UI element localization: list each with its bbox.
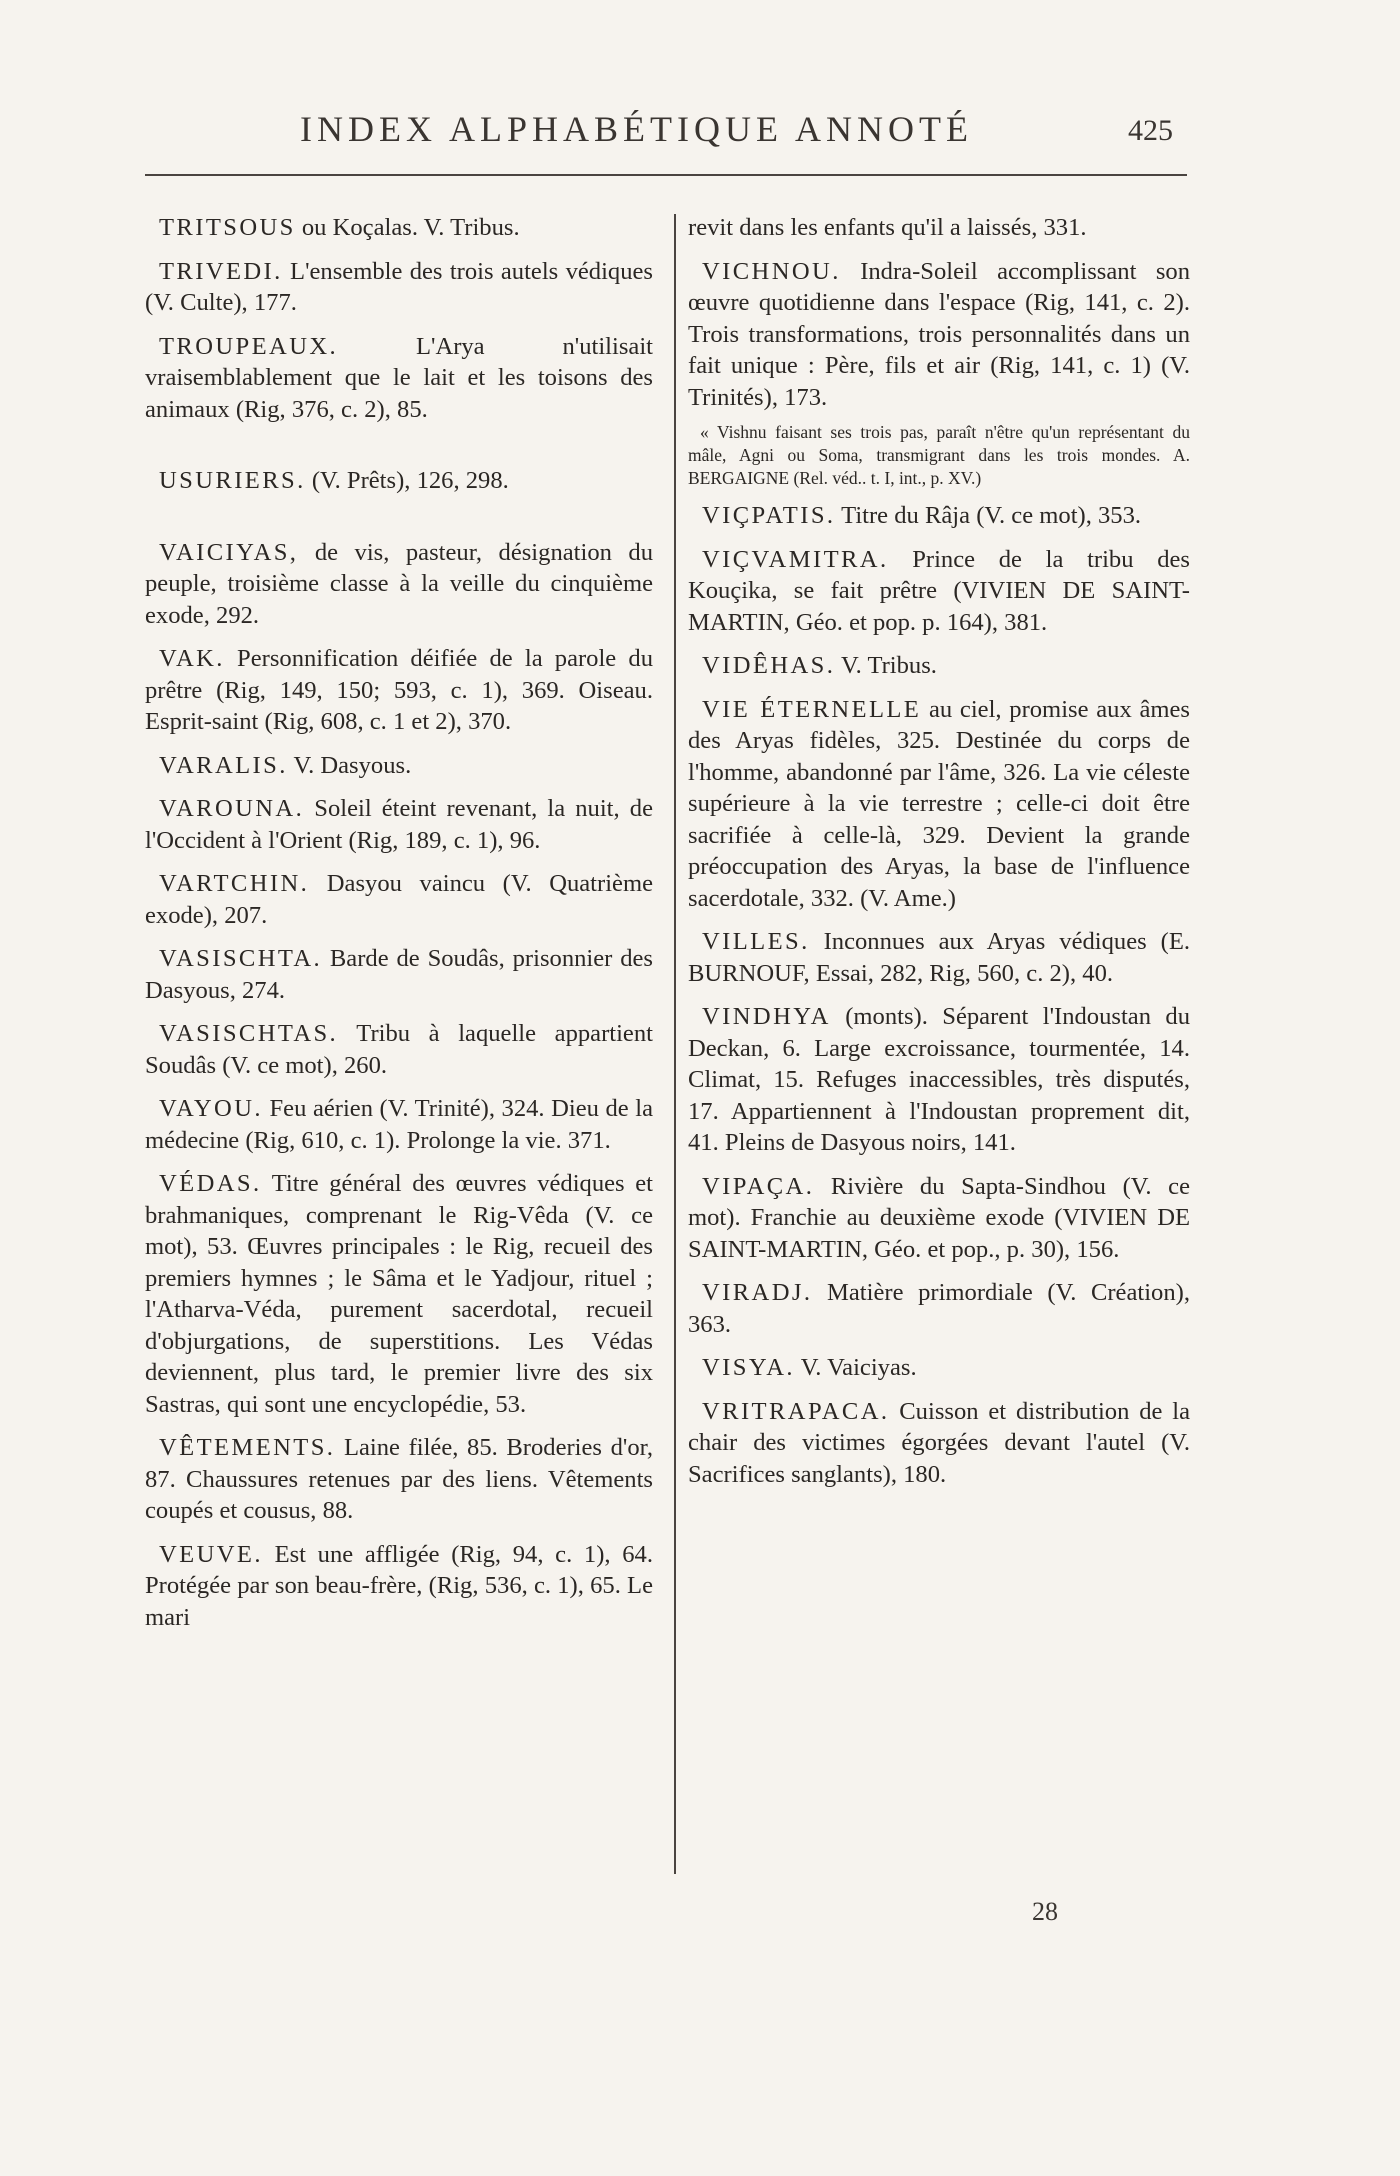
entry-headword: VRITRAPACA. bbox=[702, 1397, 890, 1425]
index-entry bbox=[145, 793, 653, 856]
index-entry bbox=[688, 694, 1190, 915]
index-entry bbox=[688, 1352, 1190, 1384]
entry-text: Matière primordiale (V. Création), 363. bbox=[688, 1279, 1190, 1338]
entry-headword: VILLES. bbox=[702, 928, 810, 955]
page-number: 425 bbox=[1128, 114, 1173, 147]
entry-text: de vis, pasteur, désignation du peuple, troisième classe à la veille du cinquième exode, 292. bbox=[145, 538, 653, 629]
entry-headword: VAICIYAS, bbox=[159, 538, 299, 566]
entry-headword: VARTCHIN. bbox=[159, 870, 310, 897]
entry-headword: VÉDAS. bbox=[159, 1170, 262, 1197]
entry-headword: VIDÊHAS. bbox=[702, 652, 836, 679]
entry-text: Indra-Soleil accomplissant son œuvre quotidienne dans l'espace (Rig, 141, c. 2). Trois transformations, trois personnalités dans un fait unique : Père, fils et air (Rig, 141, c. 1) (V. Trinités), 173. bbox=[688, 257, 1190, 411]
index-entry bbox=[688, 1396, 1190, 1491]
header-rule bbox=[145, 174, 1187, 176]
index-entry bbox=[145, 750, 653, 782]
entry-headword: VAK. bbox=[159, 645, 225, 672]
entry-headword: VIÇPATIS. bbox=[702, 502, 836, 529]
index-entry bbox=[145, 1093, 653, 1156]
index-entry bbox=[688, 1171, 1190, 1266]
entry-headword: VINDHYA bbox=[702, 1003, 831, 1030]
signature-mark: 28 bbox=[1032, 1897, 1058, 1926]
entry-headword: VÊTEMENTS. bbox=[159, 1434, 336, 1461]
entry-text: V. Tribus. bbox=[841, 652, 937, 679]
index-entry bbox=[145, 465, 653, 497]
index-entry bbox=[145, 331, 653, 426]
index-entry bbox=[688, 544, 1190, 639]
column-divider bbox=[674, 214, 676, 1874]
entry-headword: TRITSOUS bbox=[159, 214, 296, 241]
entry-headword: VASISCHTA. bbox=[159, 945, 323, 972]
entry-headword: VICHNOU. bbox=[702, 257, 841, 285]
entry-text: revit dans les enfants qu'il a laissés, 331. bbox=[688, 214, 1087, 241]
entry-text: Titre général des œuvres védiques et brahmaniques, comprenant le Rig-Vêda (V. ce mot), 53. Œuvres principales : le Rig, recueil des premiers hymnes ; le Sâma et le Yadjour, rituel ; l'Atharva-Véda, purement sacerdotal, recueil d'objurgations, de superstitions. Les Védas deviennent, plus tard, le premier livre des six Sastras, qui sont une encyclopédie, 53. bbox=[145, 1170, 653, 1418]
index-entry bbox=[145, 256, 653, 319]
entry-text: Cuisson et distribution de la chair des victimes égorgées devant l'autel (V. Sacrifices sanglants), 180. bbox=[688, 1397, 1191, 1488]
entry-headword: VAYOU. bbox=[159, 1095, 263, 1122]
entry-headword: VAROUNA. bbox=[159, 795, 305, 822]
entry-text: Soleil éteint revenant, la nuit, de l'Occident à l'Orient (Rig, 189, c. 1), 96. bbox=[145, 795, 653, 854]
index-entry bbox=[145, 537, 653, 632]
index-entry bbox=[145, 868, 653, 931]
index-entry bbox=[145, 643, 653, 738]
index-entry bbox=[688, 256, 1190, 414]
index-entry bbox=[145, 1539, 653, 1634]
entry-headword: USURIERS. bbox=[159, 467, 306, 494]
entry-headword: VARALIS. bbox=[159, 751, 288, 779]
entry-text: (V. Prêts), 126, 298. bbox=[311, 467, 509, 494]
index-entry bbox=[145, 1018, 653, 1081]
entry-headword: VIÇVAMITRA. bbox=[702, 545, 889, 573]
entry-text: au ciel, promise aux âmes des Aryas fidèles, 325. Destinée du corps de l'homme, abandonné par l'âme, 326. La vie céleste supérieure à la vie terrestre ; celle-ci doit être sacrifiée à celle-là, 329. Devient la grande préoccupation des Aryas, la base de l'influence sacerdotale, 332. (V. Ame.) bbox=[688, 695, 1190, 912]
index-entry-continued bbox=[688, 212, 1190, 244]
entry-text: Est une affligée (Rig, 94, c. 1), 64. Protégée par son beau-frère, (Rig, 536, c. 1), 65. Le mari bbox=[145, 1540, 653, 1631]
index-entry bbox=[688, 650, 1190, 682]
entry-headword: TRIVEDI. bbox=[159, 257, 283, 285]
entry-headword: VIRADJ. bbox=[702, 1279, 813, 1306]
running-head: INDEX ALPHABÉTIQUE ANNOTÉ bbox=[300, 109, 973, 149]
entry-text: ou Koçalas. V. Tribus. bbox=[301, 214, 520, 241]
entry-text: Feu aérien (V. Trinité), 324. Dieu de la médecine (Rig, 610, c. 1). Prolonge la vie. 371. bbox=[145, 1095, 654, 1154]
entry-headword: VASISCHTAS. bbox=[159, 1020, 339, 1047]
entry-text: Prince de la tribu des Kouçika, se fait prêtre (VIVIEN DE SAINT-MARTIN, Géo. et pop. p. 164), 381. bbox=[688, 545, 1190, 636]
entry-text: Rivière du Sapta-Sindhou (V. ce mot). Franchie au deuxième exode (VIVIEN DE SAINT-MARTIN, Géo. et pop., p. 30), 156. bbox=[688, 1172, 1190, 1263]
entry-text: L'ensemble des trois autels védiques (V. Culte), 177. bbox=[145, 257, 654, 316]
entry-text: Dasyou vaincu (V. Quatrième exode), 207. bbox=[145, 870, 653, 929]
right-column bbox=[688, 212, 1190, 1502]
index-entry bbox=[688, 500, 1190, 532]
entry-text: Titre du Râja (V. ce mot), 353. bbox=[841, 502, 1142, 529]
entry-text: Personnification déifiée de la parole du prêtre (Rig, 149, 150; 593, c. 1), 369. Oiseau. Esprit-saint (Rig, 608, c. 1 et 2), 370. bbox=[145, 645, 653, 735]
entry-text: Laine filée, 85. Broderies d'or, 87. Chaussures retenues par des liens. Vêtements coupés et cousus, 88. bbox=[145, 1434, 653, 1524]
index-entry bbox=[688, 1001, 1190, 1159]
entry-text: Barde de Soudâs, prisonnier des Dasyous, 274. bbox=[145, 945, 653, 1004]
entry-text: Tribu à laquelle appartient Soudâs (V. ce mot), 260. bbox=[145, 1020, 653, 1079]
index-entry bbox=[145, 212, 653, 244]
index-entry bbox=[688, 1277, 1190, 1340]
entry-headword: TROUPEAUX. bbox=[159, 332, 339, 360]
index-entry bbox=[145, 1432, 653, 1527]
entry-text: L'Arya n'utilisait vraisemblablement que le lait et les toisons des animaux (Rig, 376, c. 2), 85. bbox=[145, 332, 653, 423]
entry-headword: VIE ÉTERNELLE bbox=[702, 695, 922, 723]
index-entry bbox=[688, 926, 1190, 989]
index-entry bbox=[145, 1168, 653, 1420]
entry-text: V. Vaiciyas. bbox=[800, 1354, 917, 1381]
entry-text: V. Dasyous. bbox=[293, 751, 412, 779]
left-column bbox=[145, 212, 653, 1645]
entry-text: (monts). Séparent l'Indoustan du Deckan, 6. Large excroissance, tourmentée, 14. Climat, 15. Refuges inaccessibles, très disputés, 17. Appartiennent à l'Indoustan proprement dit, 41. Pleins de Dasyous noirs, 141. bbox=[688, 1003, 1190, 1156]
entry-headword: VIPAÇA. bbox=[702, 1172, 815, 1200]
entry-text: Inconnues aux Aryas védiques (E. BURNOUF, Essai, 282, Rig, 560, c. 2), 40. bbox=[688, 928, 1190, 987]
quotation-note bbox=[688, 421, 1190, 490]
note-text: « Vishnu faisant ses trois pas, paraît n'être qu'un représentant du mâle, Agni ou Soma, transmigrant dans les trois mondes. A. BERGAIGNE (Rel. véd.. t. I, int., p. XV.) bbox=[688, 422, 1190, 488]
entry-headword: VEUVE. bbox=[159, 1540, 263, 1568]
index-entry bbox=[145, 943, 653, 1006]
entry-headword: VISYA. bbox=[702, 1354, 795, 1381]
